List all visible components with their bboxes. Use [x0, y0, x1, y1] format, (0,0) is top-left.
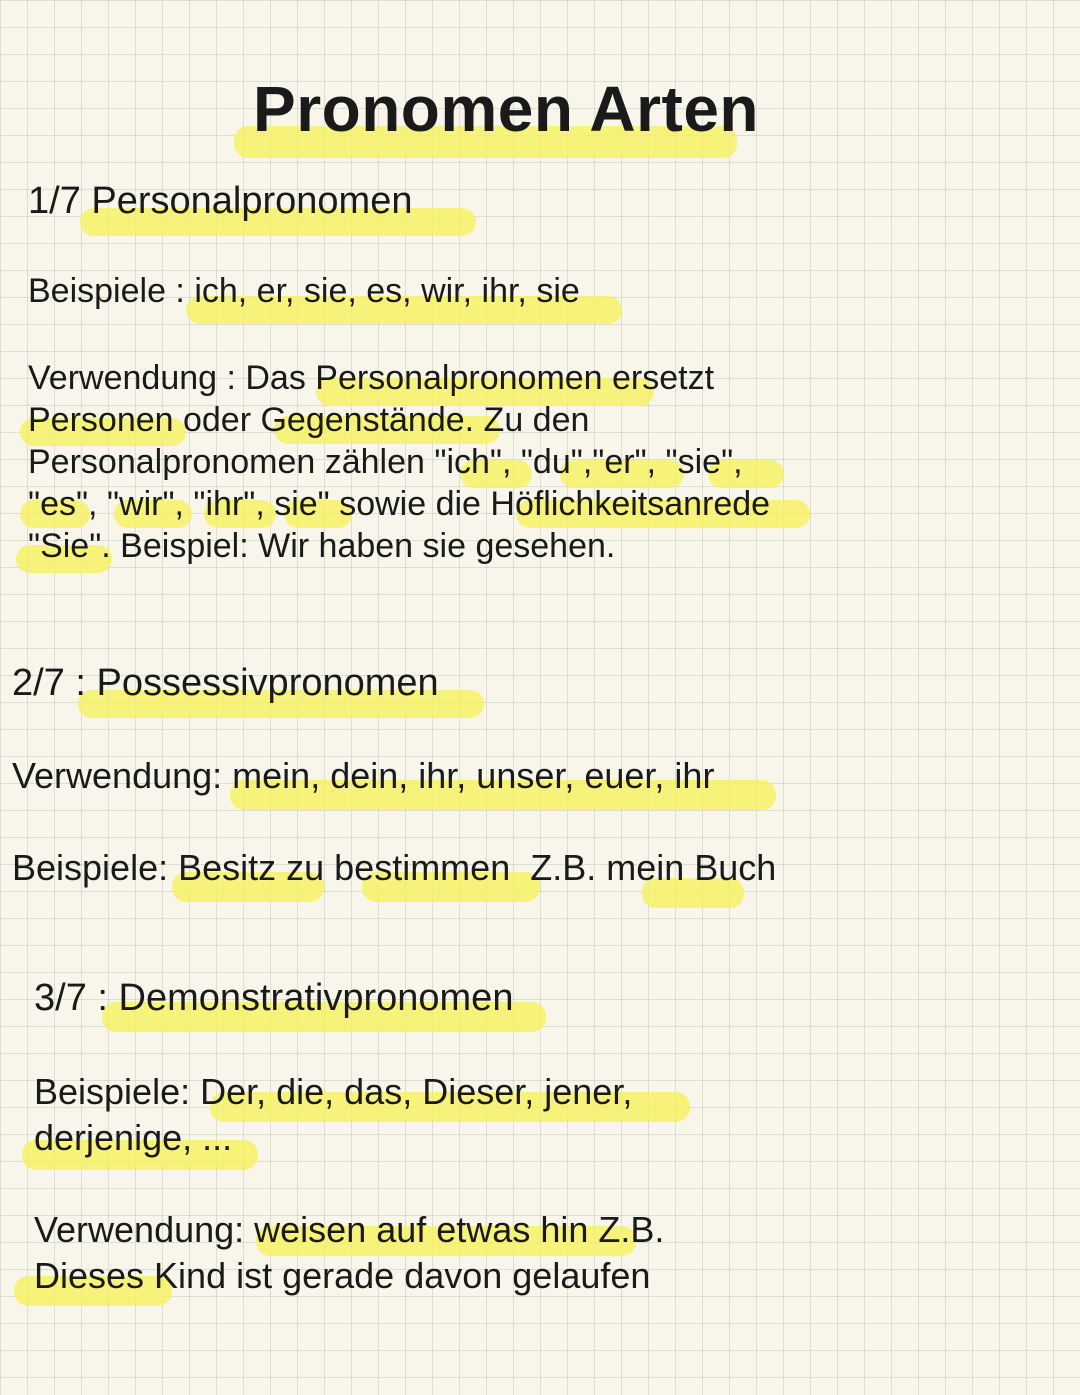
demonstrative-examples-line: Beispiele: Der, die, das, Dieser, jener, — [34, 1071, 633, 1112]
personal-usage-line: "es", "wir", "ihr", sie" sowie die Höflichkeitsanrede — [28, 485, 771, 523]
section-heading-possessive: 2/7 : Possessivpronomen — [12, 662, 439, 704]
possessive-examples: Beispiele: Besitz zu bestimmen Z.B. mein Buch — [12, 847, 777, 888]
demonstrative-examples-line: derjenige, ... — [34, 1117, 233, 1158]
section-heading-personal: 1/7 Personalpronomen — [28, 180, 413, 222]
section-heading-demonstrative: 3/7 : Demonstrativpronomen — [34, 977, 514, 1019]
page-title: Pronomen Arten — [253, 73, 759, 145]
personal-usage-line: Verwendung : Das Personalpronomen ersetzt — [28, 359, 715, 397]
demonstrative-usage-line: Verwendung: weisen auf etwas hin Z.B. — [34, 1209, 665, 1250]
possessive-usage: Verwendung: mein, dein, ihr, unser, euer, ihr — [12, 755, 715, 796]
personal-usage-line: Personalpronomen zählen "ich", "du","er", "sie", — [28, 443, 743, 481]
demonstrative-usage-line: Dieses Kind ist gerade davon gelaufen — [34, 1255, 651, 1296]
personal-usage-line: Personen oder Gegenstände. Zu den — [28, 401, 590, 439]
personal-examples: Beispiele : ich, er, sie, es, wir, ihr, sie — [28, 272, 580, 310]
personal-usage-line: "Sie". Beispiel: Wir haben sie gesehen. — [28, 527, 616, 565]
